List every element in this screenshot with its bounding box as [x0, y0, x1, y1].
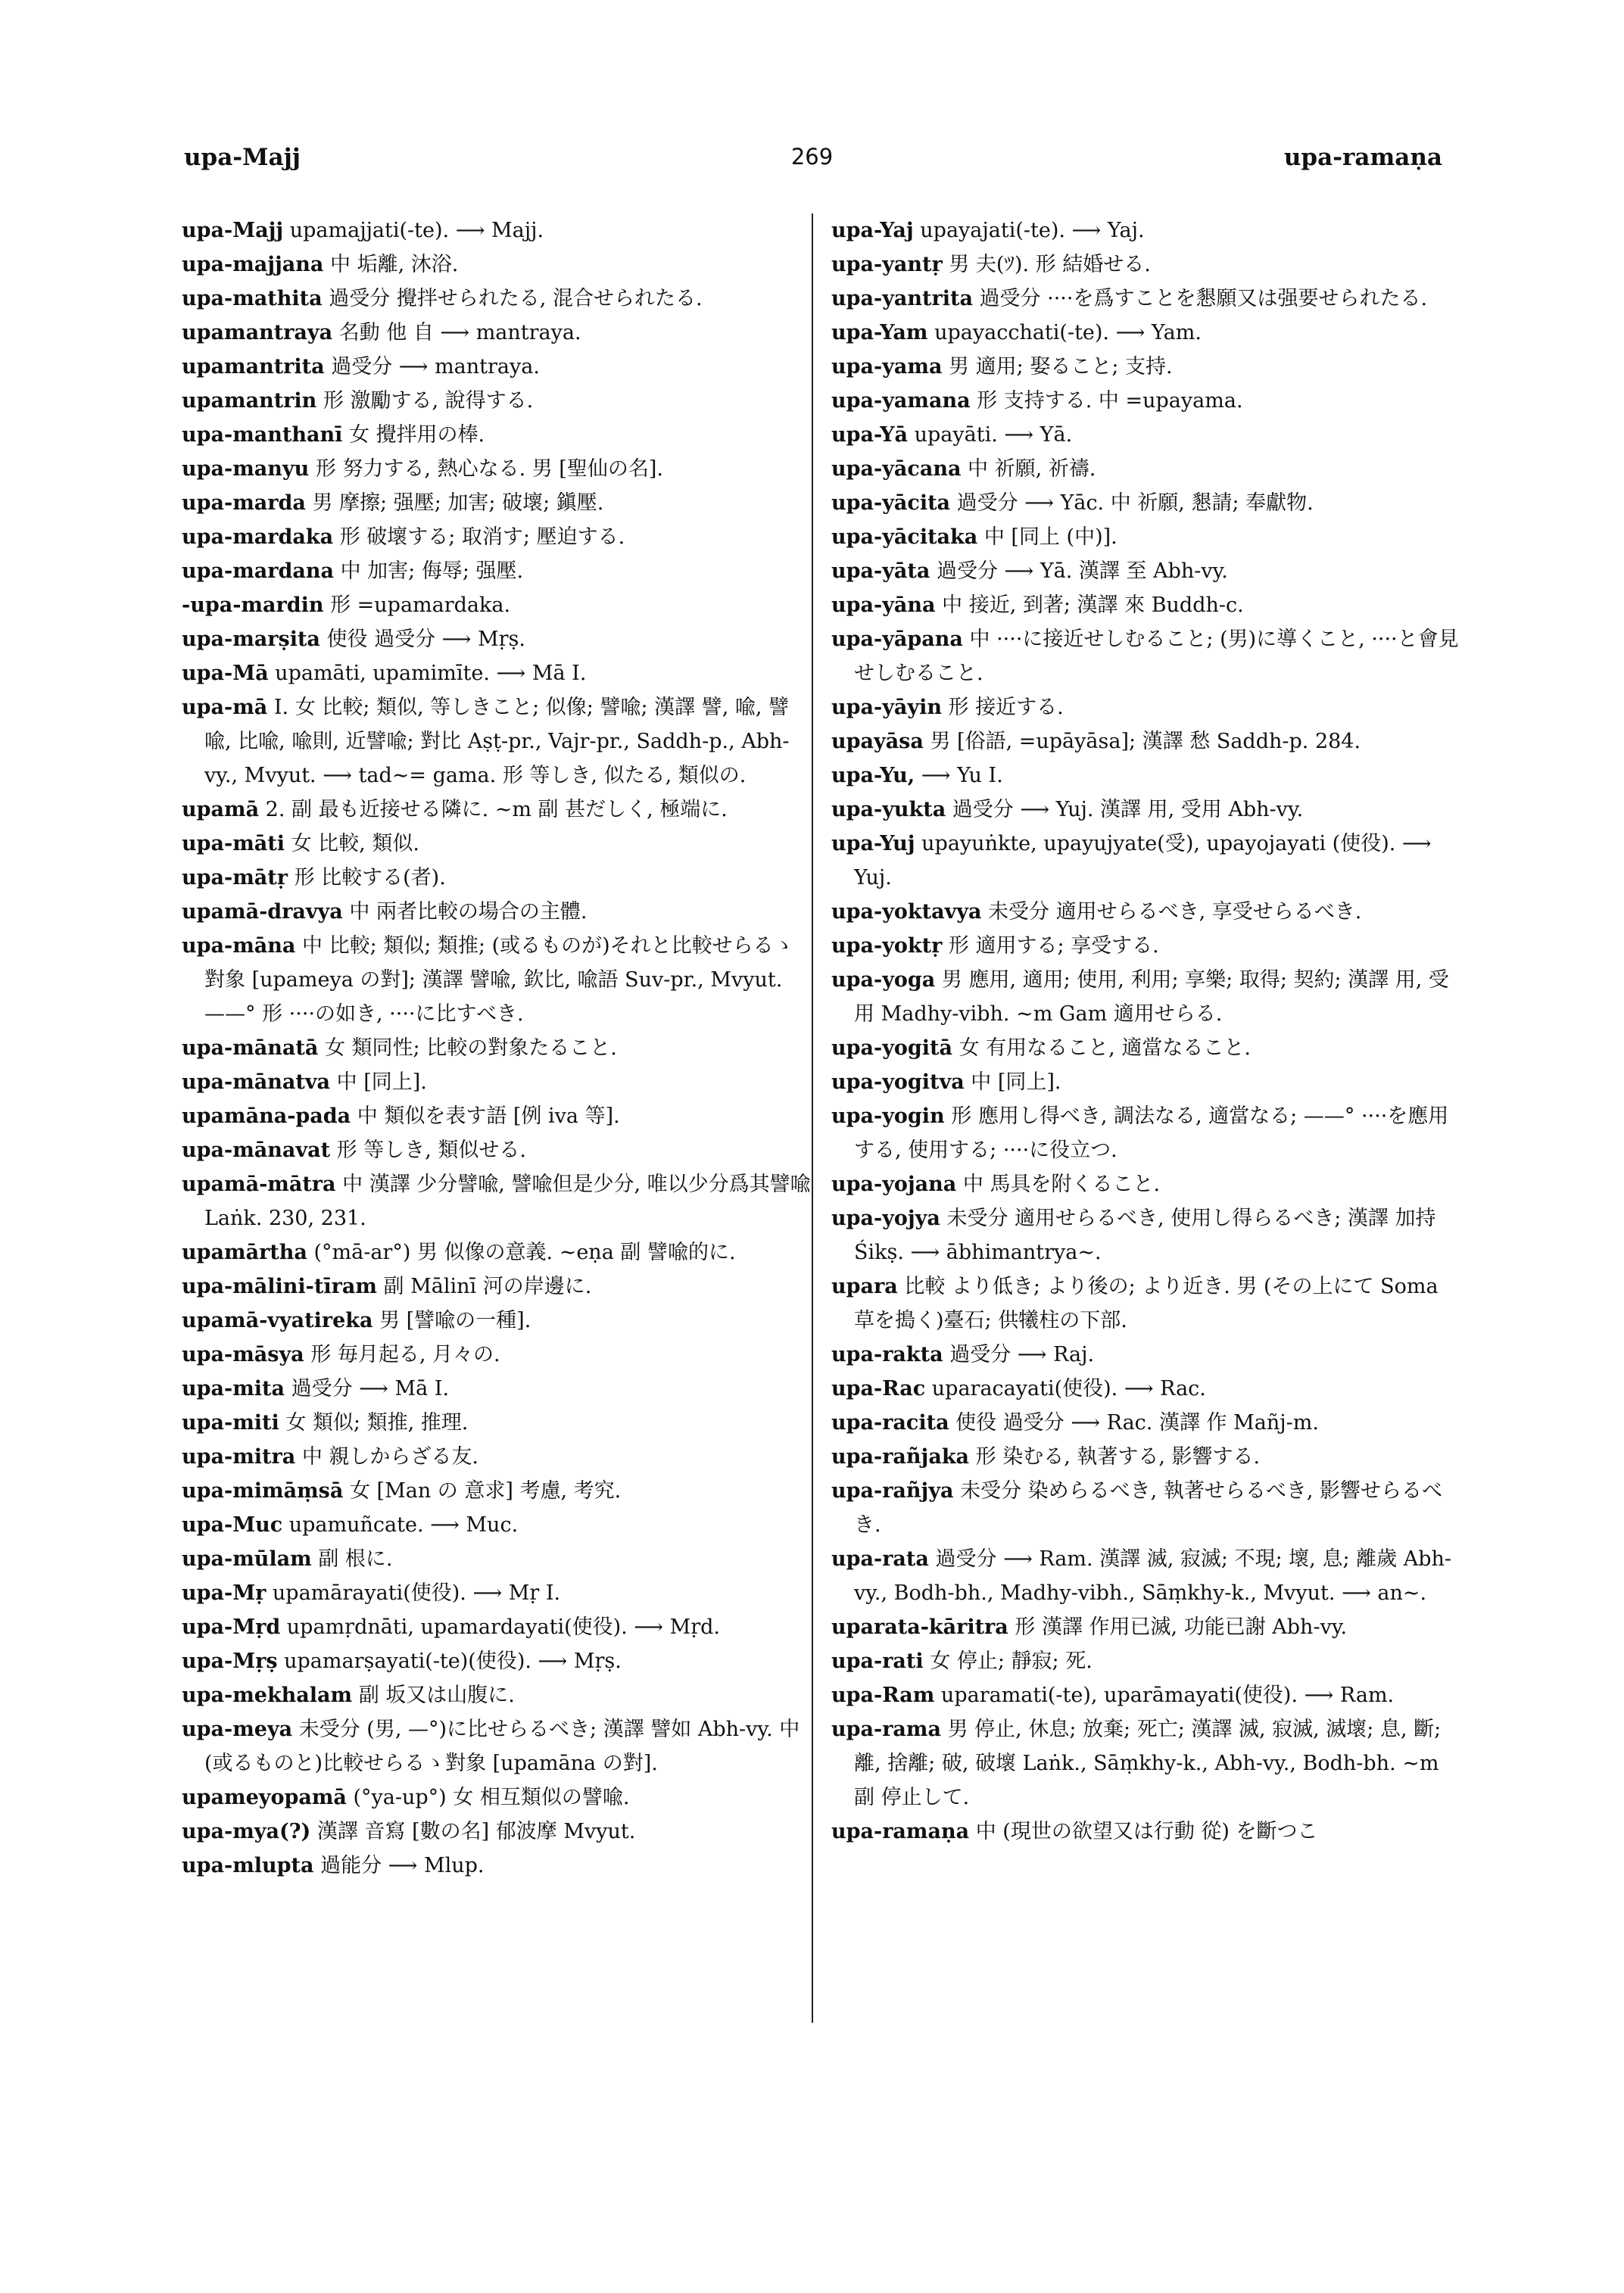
entry-definition: upayuṅkte, upayujyate(受), upayojayati (使役). ⟶ Yuj.: [854, 832, 1432, 889]
dictionary-entry: [182, 1576, 814, 1610]
entry-definition: 漢譯 音寫 [數の名] 郁波摩 Mvyut.: [310, 1820, 636, 1843]
entry-headword: upa-ramaṇa: [831, 1820, 970, 1843]
entry-definition: 過受分 ⟶ Mā I.: [285, 1377, 450, 1400]
dictionary-entry: [182, 793, 814, 827]
entry-definition: upayacchati(-te). ⟶ Yam.: [927, 321, 1202, 344]
dictionary-entry: [831, 963, 1463, 1031]
entry-definition: 男 [俗語, =upāyāsa]; 漢譯 愁 Saddh-p. 284.: [923, 730, 1361, 753]
dictionary-entry: [831, 1406, 1463, 1440]
entry-headword: upamantrin: [182, 389, 317, 413]
entry-definition: 過受分 ⟶ Yuj. 漢譯 用, 受用 Abh-vy.: [946, 798, 1304, 821]
entry-headword: upa-yāna: [831, 594, 936, 617]
dictionary-entry: [831, 690, 1463, 724]
entry-headword: upa-yama: [831, 355, 943, 379]
entry-definition: uparacayati(使役). ⟶ Rac.: [925, 1377, 1206, 1400]
dictionary-entry: [831, 622, 1463, 690]
dictionary-entry: [182, 486, 814, 520]
entry-headword: upamā-dravya: [182, 900, 343, 924]
dictionary-entry: [831, 1678, 1463, 1712]
entry-headword: upa-yogitā: [831, 1036, 953, 1060]
entry-headword: upa-yoktṛ: [831, 934, 943, 958]
entry-definition: upamarṣayati(-te)(使役). ⟶ Mṛṣ.: [277, 1650, 622, 1673]
entry-definition: 形 比較する(者).: [287, 866, 446, 889]
dictionary-entry: [182, 316, 814, 350]
entry-headword: upamantraya: [182, 321, 333, 344]
dictionary-entry: [831, 1270, 1463, 1338]
entry-definition: (°ya-up°) 女 相互類似の譬喩.: [346, 1786, 630, 1809]
entry-definition: 比較 より低き; より後の; より近き. 男 (その上にて Soma 草を搗く)臺石; 供犧柱の下部.: [854, 1275, 1439, 1332]
entry-definition: 中 兩者比較の場合の主體.: [342, 900, 588, 924]
entry-headword: upa-rañjaka: [831, 1445, 970, 1469]
entry-headword: upa-Ram: [831, 1684, 935, 1707]
dictionary-entry: [831, 282, 1463, 316]
dictionary-entry: [831, 1167, 1463, 1201]
entry-definition: 男 停止, 休息; 放棄; 死亡; 漢譯 滅, 寂滅, 滅壞; 息, 斷; 離, 捨離; 破, 破壞 Laṅk., Sāṃkhy-k., Abh-vy., Bodh-bh. ∼m 副 停止して.: [854, 1718, 1442, 1809]
entry-headword: upa-Mṛ: [182, 1581, 267, 1605]
dictionary-entry: [182, 1610, 814, 1644]
entry-headword: upa-yojya: [831, 1207, 940, 1230]
entry-definition: 副 根に.: [311, 1547, 393, 1571]
entry-definition: 中 (現世の欲望又は行動 從) を斷つこ: [969, 1820, 1318, 1843]
dictionary-entry: [831, 316, 1463, 350]
entry-headword: upa-mitra: [182, 1445, 296, 1469]
entry-headword: upara: [831, 1275, 898, 1298]
entry-definition: 中 [同上].: [330, 1070, 427, 1094]
dictionary-entry: [831, 1065, 1463, 1099]
entry-headword: upa-yācita: [831, 491, 951, 515]
entry-definition: upamuñcate. ⟶ Muc.: [282, 1513, 519, 1537]
dictionary-entry: [182, 656, 814, 690]
entry-headword: upa-majjana: [182, 253, 324, 276]
entry-definition: 女 有用なること, 適當なること.: [952, 1036, 1251, 1060]
dictionary-entry: [182, 1065, 814, 1099]
entry-definition: upamārayati(使役). ⟶ Mṛ I.: [266, 1581, 561, 1605]
dictionary-entry: [182, 1474, 814, 1508]
entry-headword: upa-mlupta: [182, 1854, 314, 1877]
entry-headword: upa-yoga: [831, 968, 936, 992]
entry-definition: ⟶ Yu I.: [915, 764, 1003, 787]
entry-headword: upa-mya(?): [182, 1820, 311, 1843]
dictionary-entry: [831, 1372, 1463, 1406]
entry-headword: upa-mūlam: [182, 1547, 312, 1571]
dictionary-entry: [831, 827, 1463, 895]
entry-headword: upamāna-pada: [182, 1104, 351, 1128]
dictionary-entry: [182, 588, 814, 622]
entry-definition: upamāti, upamimīte. ⟶ Mā I.: [268, 662, 587, 685]
entry-headword: upa-rati: [831, 1650, 924, 1673]
entry-definition: 男 摩擦; 强壓; 加害; 破壞; 鎭壓.: [305, 491, 604, 515]
entry-headword: upa-mānavat: [182, 1139, 331, 1162]
entry-headword: upa-mātṛ: [182, 866, 288, 889]
entry-definition: 過受分 ⟶ Yāc. 中 祈願, 懇請; 奉獻物.: [950, 491, 1314, 515]
entry-headword: upa-rata: [831, 1547, 929, 1571]
entry-definition: 女 [Man の 意求] 考慮, 考究.: [343, 1479, 622, 1503]
entry-headword: upa-Yuj: [831, 832, 915, 855]
dictionary-entry: [831, 1474, 1463, 1542]
entry-headword: upamā-vyatireka: [182, 1309, 373, 1332]
entry-definition: 未受分 染めらるべき, 執著せらるべき, 影響せらるべき.: [854, 1479, 1443, 1537]
entry-definition: 男 應用, 適用; 使用, 利用; 享樂; 取得; 契約; 漢譯 用, 受用 Madhy-vibh. ∼m Gam 適用せらる.: [854, 968, 1449, 1026]
entry-headword: upa-Mṛṣ: [182, 1650, 278, 1673]
entry-definition: 2. 副 最も近接せる隣に. ∼m 副 甚だしく, 極端に.: [259, 798, 728, 821]
entry-headword: upa-yantṛ: [831, 253, 943, 276]
entry-headword: upa-yamana: [831, 389, 971, 413]
entry-headword: upa-miti: [182, 1411, 279, 1435]
entry-headword: upa-māsya: [182, 1343, 304, 1366]
entry-definition: upamajjati(-te). ⟶ Majj.: [283, 219, 544, 242]
dictionary-entry: [831, 452, 1463, 486]
dictionary-entry: [182, 1099, 814, 1133]
entry-definition: 男 適用; 娶ること; 支持.: [942, 355, 1173, 379]
entry-headword: upa-rama: [831, 1718, 941, 1741]
entry-definition: 過受分 ····を爲すことを懇願又は强要せられたる.: [972, 287, 1428, 310]
entry-headword: upa-Mā: [182, 662, 269, 685]
entry-definition: 中 祈願, 祈禱.: [961, 457, 1096, 481]
entry-headword: upa-yojana: [831, 1173, 957, 1196]
dictionary-entry: [182, 895, 814, 929]
dictionary-entry: [831, 1815, 1463, 1849]
entry-definition: 未受分 適用せらるべき, 使用し得らるべき; 漢譯 加持 Śikṣ. ⟶ ābhimantrya∼.: [854, 1207, 1436, 1264]
entry-definition: 形 等しき, 類似せる.: [330, 1139, 526, 1162]
dictionary-entry: [182, 861, 814, 895]
entry-definition: 形 =upamardaka.: [323, 594, 511, 617]
entry-headword: upa-mardaka: [182, 525, 334, 549]
entry-headword: upa-yantrita: [831, 287, 973, 310]
entry-headword: upa-mānatā: [182, 1036, 319, 1060]
dictionary-entry: [182, 1440, 814, 1474]
entry-headword: upamā: [182, 798, 260, 821]
entry-headword: upa-yācana: [831, 457, 962, 481]
entry-definition: 使役 過受分 ⟶ Mṛṣ.: [320, 628, 525, 651]
running-head-left: upa-Majj: [184, 144, 301, 171]
entry-headword: upa-Rac: [831, 1377, 926, 1400]
entry-definition: 中 加害; 侮辱; 强壓.: [334, 559, 524, 583]
dictionary-entry: [182, 520, 814, 554]
entry-definition: 過受分 攪拌せられたる, 混合せられたる.: [322, 287, 703, 310]
entry-headword: upa-yāpana: [831, 628, 963, 651]
dictionary-entry: [182, 384, 814, 418]
entry-definition: 中 比較; 類似; 類推; (或るものが)それと比較せらるゝ對象 [upameya の對]; 漢譯 譬喩, 欽比, 喩語 Suv-pr., Mvyut. ——° 形 ····の如き, ····に比すべき.: [204, 934, 794, 1026]
entry-definition: 女 比較, 類似.: [285, 832, 419, 855]
entry-definition: 形 激勵する, 說得する.: [316, 389, 534, 413]
dictionary-entry: [831, 418, 1463, 452]
entry-definition: 男 [譬喩の一種].: [372, 1309, 531, 1332]
entry-headword: upa-mimāṃsā: [182, 1479, 344, 1503]
entry-definition: 中 親しからざる友.: [295, 1445, 478, 1469]
entry-definition: 副 Mālinī 河の岸邊に.: [376, 1275, 592, 1298]
dictionary-entry: [831, 1644, 1463, 1678]
dictionary-entry: [182, 213, 814, 248]
entry-definition: 形 支持する. 中 =upayama.: [970, 389, 1243, 413]
dictionary-entry: [182, 554, 814, 588]
entry-definition: 中 馬具を附くること.: [956, 1173, 1161, 1196]
entry-definition: 過受分 ⟶ Ram. 漢譯 滅, 寂滅; 不現; 壞, 息; 離歲 Abh-vy., Bodh-bh., Madhy-vibh., Sāṃkhy-k., Mvyut. ⟶ an∼.: [854, 1547, 1452, 1605]
entry-definition: I. 女 比較; 類似, 等しきこと; 似像; 譬喩; 漢譯 譬, 喩, 譬喩, 比喩, 喩則, 近譬喩; 對比 Aṣṭ-pr., Vajr-pr., Saddh-p., Abh-vy., Mvyut. ⟶ tad∼= gama. 形 等しき, 似たる, 類似の.: [204, 696, 790, 787]
dictionary-entry: [182, 1304, 814, 1338]
entry-headword: upa-yāta: [831, 559, 930, 583]
entry-definition: upayāti. ⟶ Yā.: [908, 423, 1073, 447]
dictionary-entry: [831, 1099, 1463, 1167]
dictionary-entry: [182, 452, 814, 486]
dictionary-entry: [831, 1338, 1463, 1372]
entry-definition: 形 漢譯 作用已滅, 功能已謝 Abh-vy.: [1008, 1615, 1348, 1639]
entry-definition: 未受分 適用せらるべき, 享受せらるべき.: [981, 900, 1362, 924]
dictionary-entry: [831, 1712, 1463, 1815]
entry-definition: upamṛdnāti, upamardayati(使役). ⟶ Mṛd.: [280, 1615, 721, 1639]
dictionary-entry: [182, 690, 814, 793]
entry-headword: upa-Yu,: [831, 764, 915, 787]
entry-headword: upa-yāyin: [831, 696, 942, 719]
entry-definition: uparamati(-te), uparāmayati(使役). ⟶ Ram.: [934, 1684, 1395, 1707]
dictionary-entry: [182, 1849, 814, 1883]
entry-definition: 過受分 ⟶ mantraya.: [324, 355, 540, 379]
entry-definition: 未受分 (男, —°)に比せらるべき; 漢譯 譬如 Abh-vy. 中 (或るものと)比較せらるゝ對象 [upamāna の對].: [204, 1718, 800, 1775]
entry-definition: 形 努力する, 熱心なる. 男 [聖仙の名].: [309, 457, 663, 481]
entry-headword: upa-mardana: [182, 559, 334, 583]
dictionary-entry: [831, 1031, 1463, 1065]
dictionary-entry: [182, 827, 814, 861]
entry-definition: (°mā-ar°) 男 似像の意義. ∼eṇa 副 譬喩的に.: [307, 1241, 736, 1264]
entry-definition: 女 停止; 靜寂; 死.: [923, 1650, 1093, 1673]
entry-headword: upa-yoktavya: [831, 900, 982, 924]
entry-headword: upa-rakta: [831, 1343, 943, 1366]
entry-definition: 中 接近, 到著; 漢譯 來 Buddh-c.: [935, 594, 1244, 617]
dictionary-entry: [831, 895, 1463, 929]
entry-headword: upa-marṣita: [182, 628, 320, 651]
entry-definition: 形 破壞する; 取消す; 壓迫する.: [333, 525, 625, 549]
entry-headword: upa-mānatva: [182, 1070, 331, 1094]
entry-headword: upa-mālini-tīram: [182, 1275, 377, 1298]
dictionary-entry: [831, 213, 1463, 248]
entry-definition: 中 類似を表す語 [例 iva 等].: [351, 1104, 620, 1128]
dictionary-entry: [182, 1815, 814, 1849]
entry-headword: upa-Yaj: [831, 219, 914, 242]
entry-headword: upa-manyu: [182, 457, 310, 481]
entry-headword: upa-rañjya: [831, 1479, 954, 1503]
dictionary-entry: [182, 1542, 814, 1576]
dictionary-entry: [182, 1133, 814, 1167]
entry-headword: upa-māti: [182, 832, 285, 855]
dictionary-entry: [182, 1712, 814, 1781]
entry-definition: 男 夫(ﾂ). 形 結婚せる.: [942, 253, 1151, 276]
dictionary-entry: [831, 1542, 1463, 1610]
dictionary-entry: [831, 486, 1463, 520]
entry-definition: 女 類同性; 比較の對象たること.: [318, 1036, 617, 1060]
dictionary-entry: [182, 1644, 814, 1678]
page-number: 269: [790, 144, 834, 170]
entry-definition: 中 [同上].: [964, 1070, 1061, 1094]
dictionary-entry: [831, 929, 1463, 963]
entry-headword: upa-yogitva: [831, 1070, 965, 1094]
entry-definition: 女 攪拌用の棒.: [342, 423, 485, 447]
dictionary-entry: [182, 418, 814, 452]
dictionary-entry: [831, 759, 1463, 793]
dictionary-entry: [182, 1338, 814, 1372]
dictionary-entry: [182, 248, 814, 282]
entry-headword: upa-yācitaka: [831, 525, 978, 549]
entry-definition: 中 垢離, 沐浴.: [323, 253, 459, 276]
entry-headword: upa-mekhalam: [182, 1684, 353, 1707]
entry-definition: 副 坂又は山腹に.: [352, 1684, 515, 1707]
dictionary-entry: [182, 1031, 814, 1065]
entry-definition: 中 漢譯 少分譬喩, 譬喩但是少分, 唯以少分爲其譬喩 Laṅk. 230, 231.: [204, 1173, 811, 1230]
entry-definition: 形 染むる, 執著する, 影響する.: [969, 1445, 1261, 1469]
entry-definition: 形 毎月起る, 月々の.: [304, 1343, 500, 1366]
entry-headword: upa-Mṛd: [182, 1615, 281, 1639]
entry-headword: upa-meya: [182, 1718, 293, 1741]
entry-definition: 形 適用する; 享受する.: [942, 934, 1159, 958]
dictionary-entry: [182, 929, 814, 1031]
dictionary-entry: [831, 554, 1463, 588]
dictionary-entry: [182, 1781, 814, 1815]
entry-definition: 使役 過受分 ⟶ Rac. 漢譯 作 Mañj-m.: [949, 1411, 1319, 1435]
entry-definition: 過受分 ⟶ Raj.: [943, 1343, 1095, 1366]
entry-definition: 形 接近する.: [941, 696, 1064, 719]
dictionary-entry: [831, 1201, 1463, 1270]
entry-definition: 形 應用し得べき, 調法なる, 適當なる; ——° ····を應用する, 使用する; ····に役立つ.: [854, 1104, 1449, 1162]
entry-headword: uparata-kāritra: [831, 1615, 1008, 1639]
dictionary-entry: [182, 350, 814, 384]
dictionary-entry: [182, 1678, 814, 1712]
dictionary-entry: [831, 1440, 1463, 1474]
dictionary-entry: [182, 282, 814, 316]
dictionary-entry: [182, 1235, 814, 1270]
entry-headword: upa-yogin: [831, 1104, 945, 1128]
entry-definition: 名動 他 自 ⟶ mantraya.: [332, 321, 581, 344]
entry-headword: -upa-mardin: [182, 594, 324, 617]
entry-headword: upamārtha: [182, 1241, 307, 1264]
column-divider: [812, 213, 813, 2023]
dictionary-entry: [182, 1167, 814, 1235]
entry-definition: 過能分 ⟶ Mlup.: [313, 1854, 485, 1877]
entry-definition: 女 類似; 類推, 推理.: [279, 1411, 469, 1435]
entry-headword: upa-racita: [831, 1411, 949, 1435]
dictionary-entry: [831, 520, 1463, 554]
right-column: [831, 213, 1463, 1849]
dictionary-entry: [831, 793, 1463, 827]
entry-headword: upa-manthanī: [182, 423, 343, 447]
dictionary-entry: [831, 724, 1463, 759]
entry-headword: upa-mita: [182, 1377, 285, 1400]
left-column: [182, 213, 814, 1883]
dictionary-entry: [831, 350, 1463, 384]
page-header: [0, 144, 1624, 182]
entry-headword: upa-marda: [182, 491, 306, 515]
entry-headword: upamā-mātra: [182, 1173, 336, 1196]
entry-headword: upameyopamā: [182, 1786, 347, 1809]
entry-headword: upa-Muc: [182, 1513, 283, 1537]
entry-headword: upa-yukta: [831, 798, 946, 821]
dictionary-entry: [831, 1610, 1463, 1644]
dictionary-entry: [182, 1508, 814, 1542]
entry-headword: upa-mathita: [182, 287, 323, 310]
dictionary-entry: [831, 384, 1463, 418]
entry-definition: upayajati(-te). ⟶ Yaj.: [913, 219, 1145, 242]
entry-headword: upa-Yā: [831, 423, 909, 447]
dictionary-entry: [182, 1406, 814, 1440]
running-head-right: upa-ramaṇa: [1283, 144, 1442, 171]
entry-definition: 中 ····に接近せしむること; (男)に導くこと, ····と會見せしむること.: [854, 628, 1459, 685]
dictionary-entry: [182, 622, 814, 656]
entry-headword: upamantrita: [182, 355, 325, 379]
dictionary-entry: [831, 248, 1463, 282]
dictionary-entry: [182, 1270, 814, 1304]
entry-headword: upa-Yam: [831, 321, 928, 344]
entry-headword: upayāsa: [831, 730, 924, 753]
entry-definition: 過受分 ⟶ Yā. 漢譯 至 Abh-vy.: [930, 559, 1228, 583]
entry-headword: upa-Majj: [182, 219, 284, 242]
dictionary-entry: [831, 588, 1463, 622]
entry-definition: 中 [同上 (中)].: [977, 525, 1117, 549]
entry-headword: upa-māna: [182, 934, 296, 958]
dictionary-entry: [182, 1372, 814, 1406]
entry-headword: upa-mā: [182, 696, 268, 719]
